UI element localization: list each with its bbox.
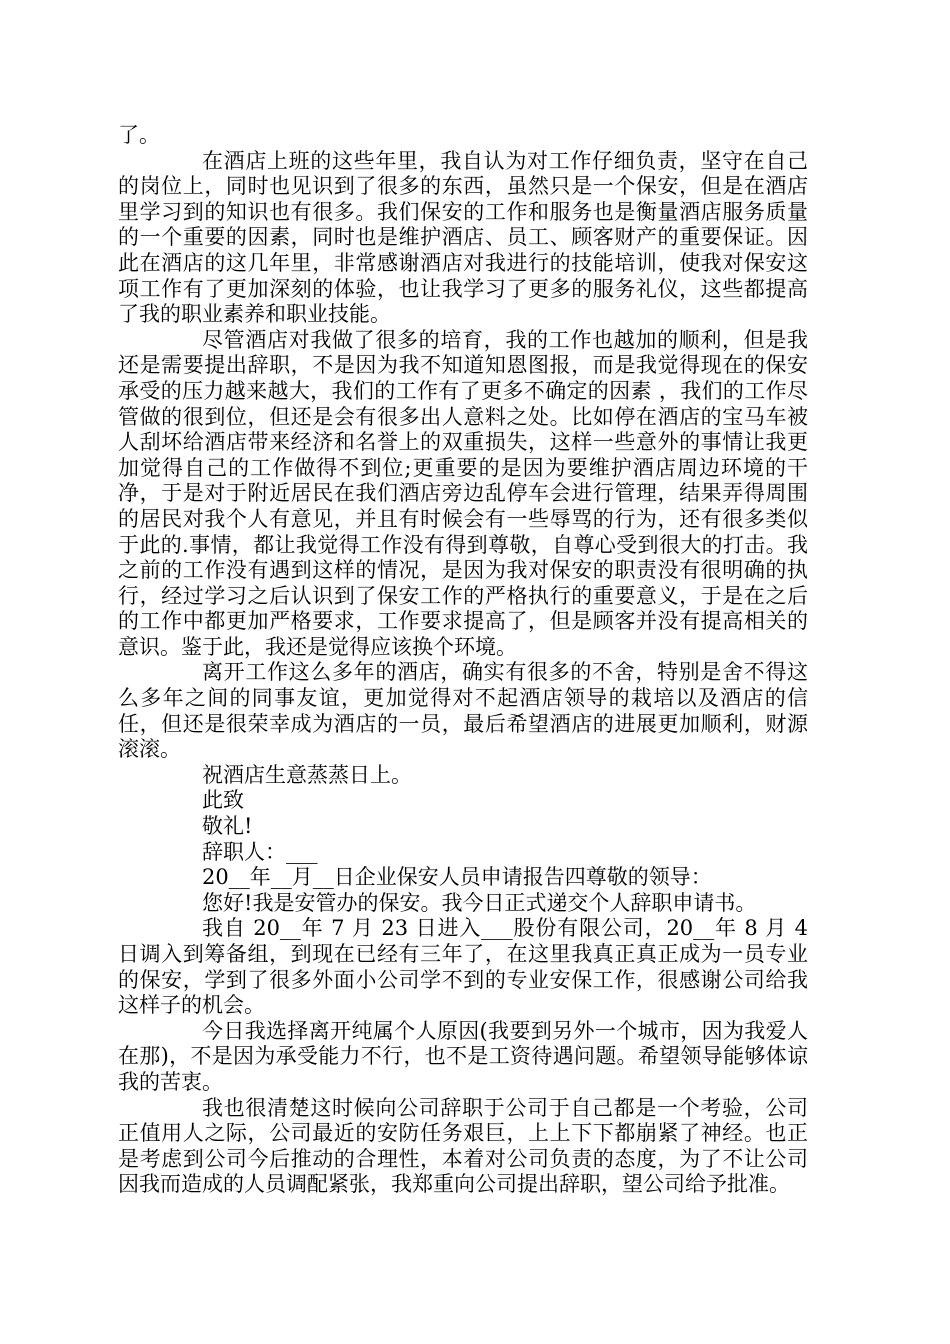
paragraph-greeting: 您好!我是安管办的保安。我今日正式递交个人辞职申请书。 — [202, 890, 757, 915]
document-body — [118, 123, 815, 1198]
paragraph-wish: 祝酒店生意蒸蒸日上。 — [202, 762, 412, 787]
paragraph-history: 我自 20__年 7 月 23 日进入___股份有限公司，20__年 8 月 4 日调入到筹备组，到现在已经有三年了，在这里我真正真正成为一员专业的保安，学到了很多外面小公司学不到的专业安保工作，很感谢公司给我这样子的机会。 — [118, 916, 815, 1018]
date-and-next-title: 20__年__月__日企业保安人员申请报告四尊敬的领导： — [202, 865, 712, 890]
closing-regards: 敬礼! — [202, 814, 253, 839]
paragraph-continuation: 了。 — [118, 123, 160, 147]
closing-salutation: 此致 — [202, 788, 244, 813]
paragraph-farewell: 离开工作这么多年的酒店，确实有很多的不舍，特别是舍不得这么多年之间的同事友谊，更加觉得对不起酒店领导的栽培以及酒店的信任，但还是很荣幸成为酒店的一员，最后希望酒店的进展更加顺利，财源滚滚。 — [118, 660, 808, 762]
paragraph-reason: 尽管酒店对我做了很多的培育，我的工作也越加的顺利，但是我还是需要提出辞职，不是因为我不知道知恩图报，而是我觉得现在的保安承受的压力越来越大，我们的工作有了更多不确定的因素 ，我们的工作尽管做的很到位，但还是会有很多出人意料之处。比如停在酒店的宝马车被人刮坏给酒店带来经济和名誉上的双重损失，这样一些意外的事情让我更加觉得自己的工作做得不到位;更重要的是因为要维护酒店周边环境的干净，于是对于附近居民在我们酒店旁边乱停车会进行管理，结果弄得周围的居民对我个人有意见，并且有时候会有一些辱骂的行为，还有很多类似于此的.事情，都让我觉得工作没有得到尊敬，自尊心受到很大的打击。我之前的工作没有遇到这样的情况，是因为我对保安的职责没有很明确的执行，经过学习之后认识到了保安工作的严格执行的重要意义，于是在之后的工作中都更加严格要求，工作要求提高了，但是顾客并没有提高相关的意识。鉴于此，我还是觉得应该换个环境。 — [118, 327, 808, 659]
paragraph-hotel-work: 在酒店上班的这些年里，我自认为对工作仔细负责，坚守在自己的岗位上，同时也见识到了很多的东西，虽然只是一个保安，但是在酒店里学习到的知识也有很多。我们保安的工作和服务也是衡量酒店服务质量的一个重要的因素，同时也是维护酒店、员工、顾客财产的重要保证。因此在酒店的这几年里，非常感谢酒店对我进行的技能培训，使我对保安这项工作有了更加深刻的体验，也让我学习了更多的服务礼仪，这些都提高了我的职业素养和职业技能。 — [118, 148, 808, 327]
signature-line: 辞职人：___ — [202, 839, 318, 864]
paragraph-personal-reason: 今日我选择离开纯属个人原因(我要到另外一个城市，因为我爱人在那)，不是因为承受能力不行，也不是工资待遇问题。希望领导能够体谅我的苦衷。 — [118, 1018, 808, 1094]
paragraph-request: 我也很清楚这时候向公司辞职于公司于自己都是一个考验，公司正值用人之际，公司最近的安防任务艰巨，上上下下都崩紧了神经。也正是考虑到公司今后推动的合理性，本着对公司负责的态度，为了不让公司因我而造成的人员调配紧张，我郑重向公司提出辞职，望公司给予批准。 — [118, 1095, 808, 1197]
